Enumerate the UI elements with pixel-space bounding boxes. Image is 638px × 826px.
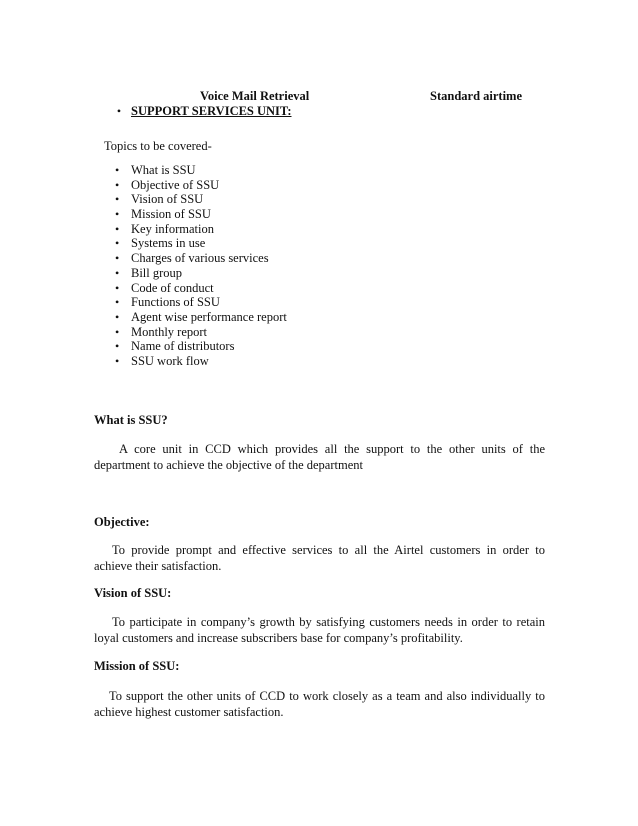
bullet-icon: • [115,251,120,266]
objective-paragraph: To provide prompt and effective services to all the Airtel customers in order to achieve their satisfaction. [94,543,545,573]
bullet-icon: • [115,353,120,368]
bullet-icon: • [115,295,120,310]
list-item-label: Name of distributors [131,339,235,354]
list-item-label: Objective of SSU [131,177,220,192]
header-right-title: Standard airtime [430,89,523,103]
list-item-label: Agent wise performance report [131,309,287,324]
list-item-label: SSU work flow [131,353,209,368]
bullet-icon: • [115,309,120,324]
bullet-icon: • [115,236,120,251]
mission-heading: Mission of SSU: [94,659,180,673]
list-item-label: Bill group [131,265,183,280]
bullet-icon: • [115,207,120,222]
bullet-icon: • [116,104,122,118]
list-item-label: What is SSU [131,163,196,177]
bullet-icon: • [115,192,120,207]
bullet-icon: • [115,265,120,280]
bullet-icon: • [115,163,120,177]
vision-paragraph: To participate in company’s growth by satisfying customers needs in order to retain loyal customers and increase subscribers base for company’s profitability. [94,615,545,645]
unit-title: SUPPORT SERVICES UNIT: [131,104,292,118]
list-item-label: Vision of SSU [131,192,204,207]
what-is-heading: What is SSU? [94,413,168,427]
list-item-label: Key information [131,221,214,236]
mission-paragraph: To support the other units of CCD to work closely as a team and also individually to achieve highest customer satisfaction. [94,689,545,719]
bullet-icon: • [115,324,120,339]
bullet-icon: • [115,280,120,295]
list-item-label: Charges of various services [131,251,269,266]
list-item-label: Functions of SSU [131,295,220,310]
list-item-label: Systems in use [131,236,206,251]
bullet-icon: • [115,177,120,192]
list-item-label: Monthly report [131,324,208,339]
topics-intro: Topics to be covered- [104,139,212,153]
objective-heading: Objective: [94,515,150,529]
list-item-label: Code of conduct [131,280,214,295]
what-is-paragraph: A core unit in CCD which provides all the support to the other units of the department to achieve the objective of the department [94,442,545,472]
vision-heading: Vision of SSU: [94,586,172,600]
bullet-icon: • [115,221,120,236]
bullet-icon: • [115,339,120,354]
header-left-title: Voice Mail Retrieval [200,89,310,103]
list-item-label: Mission of SSU [131,207,211,222]
